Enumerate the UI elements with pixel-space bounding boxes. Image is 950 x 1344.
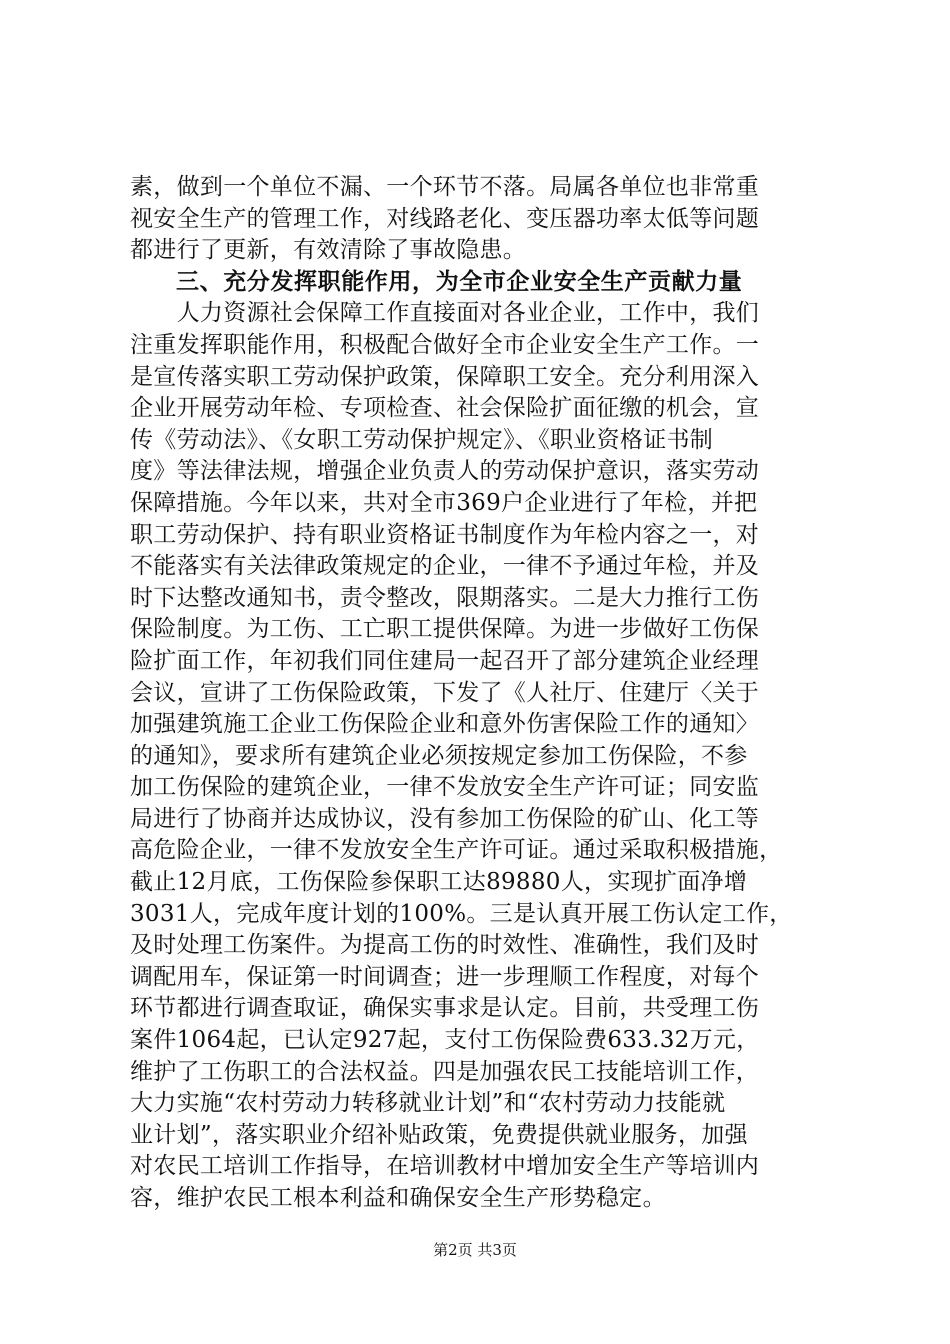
body-line: 的通知》，要求所有建筑企业必须按规定参加工伤保险，不参 (130, 742, 748, 769)
body-line: 3031人，完成年度计划的100%。三是认真开展工伤认定工作， (130, 900, 793, 927)
body-line: 注重发挥职能作用，积极配合做好全市企业安全生产工作。一 (130, 331, 760, 358)
body-line: 是宣传落实职工劳动保护政策，保障职工安全。充分利用深入 (130, 363, 760, 390)
body-line: 加工伤保险的建筑企业，一律不发放安全生产许可证；同安监 (130, 774, 760, 801)
body-line: 维护了工伤职工的合法权益。四是加强农民工技能培训工作， (130, 1058, 760, 1085)
body-line: 会议，宣讲了工伤保险政策，下发了《人社厅、住建厅〈关于 (130, 679, 760, 706)
body-line: 案件1064起，已认定927起，支付工伤保险费633.32万元， (130, 1027, 760, 1054)
body-line: 时下达整改通知书，责令整改，限期落实。二是大力推行工伤 (130, 584, 760, 611)
document-body (130, 172, 830, 1215)
body-line: 截止12月底，工伤保险参保职工达89880人，实现扩面净增 (130, 869, 748, 896)
body-line: 环节都进行调查取证，确保实事求是认定。目前，共受理工伤 (130, 995, 760, 1022)
body-line: 不能落实有关法律政策规定的企业，一律不予通过年检，并及 (130, 553, 760, 580)
body-line: 及时处理工伤案件。为提高工伤的时效性、准确性，我们及时 (130, 932, 760, 959)
body-line: 职工劳动保护、持有职业资格证书制度作为年检内容之一，对 (130, 521, 760, 548)
body-line: 传《劳动法》、《女职工劳动保护规定》、《职业资格证书制 (130, 426, 714, 453)
section-heading: 三、充分发挥职能作用，为全市企业安全生产贡献力量 (176, 268, 743, 295)
body-line: 险扩面工作，年初我们同住建局一起召开了部分建筑企业经理 (130, 647, 760, 674)
body-line: 度》等法律法规，增强企业负责人的劳动保护意识，落实劳动 (130, 458, 760, 485)
page-footer (0, 1240, 950, 1260)
body-line: 大力实施“农村劳动力转移就业计划”和“农村劳动力技能就 (130, 1090, 726, 1117)
body-line: 人力资源社会保障工作直接面对各业企业，工作中，我们 (130, 300, 760, 327)
body-line: 都进行了更新，有效清除了事故隐患。 (130, 237, 527, 264)
body-line: 对农民工培训工作指导，在培训教材中增加安全生产等培训内 (130, 1153, 760, 1180)
body-line: 业计划”，落实职业介绍补贴政策，免费提供就业服务，加强 (130, 1121, 748, 1148)
body-line: 素，做到一个单位不漏、一个环节不落。局属各单位也非常重 (130, 174, 760, 200)
body-line: 企业开展劳动年检、专项检查、社会保险扩面征缴的机会，宣 (130, 395, 760, 422)
body-line: 高危险企业，一律不发放安全生产许可证。通过采取积极措施， (130, 837, 783, 864)
body-line: 保障措施。今年以来，共对全市369户企业进行了年检，并把 (130, 489, 758, 516)
body-line: 保险制度。为工伤、工亡职工提供保障。为进一步做好工伤保 (130, 616, 760, 643)
body-line: 容，维护农民工根本利益和确保安全生产形势稳定。 (130, 1185, 666, 1211)
body-line: 局进行了协商并达成协议，没有参加工伤保险的矿山、化工等 (130, 805, 760, 832)
body-line: 加强建筑施工企业工伤保险企业和意外伤害保险工作的通知〉 (130, 711, 760, 738)
body-line: 视安全生产的管理工作，对线路老化、变压器功率太低等问题 (130, 205, 760, 232)
page-indicator: 第2页 共3页 (433, 1241, 517, 1259)
body-line: 调配用车，保证第一时间调查；进一步理顺工作程度，对每个 (130, 963, 760, 990)
